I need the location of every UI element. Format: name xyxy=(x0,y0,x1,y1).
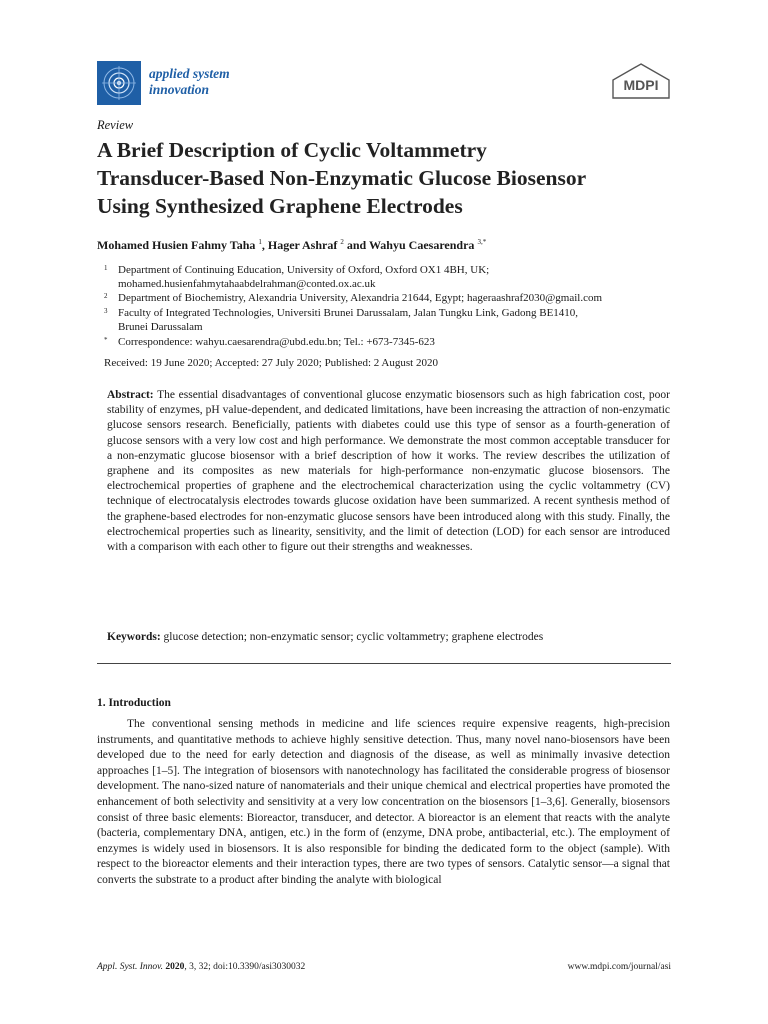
section-heading: 1. Introduction xyxy=(97,697,171,709)
abstract-label: Abstract: xyxy=(107,389,154,401)
mdpi-logo-icon xyxy=(611,63,671,99)
footer-url-link[interactable]: www.mdpi.com/journal/asi xyxy=(567,962,671,972)
footer-year: 2020 xyxy=(165,962,185,972)
affiliation-number: 3 xyxy=(104,307,108,315)
mdpi-logo-text: MDPI xyxy=(623,77,659,93)
keywords xyxy=(107,631,543,643)
article-title xyxy=(97,136,697,220)
affiliation-text: Department of Biochemistry, Alexandria University, Alexandria 21644, Egypt; hageraashraf2030@gmail.com xyxy=(118,292,603,304)
author-affiliation-mark: 1 xyxy=(258,238,262,246)
journal-name xyxy=(149,66,289,98)
author-list xyxy=(97,238,486,253)
title-line-3: Using Synthesized Graphene Electrodes xyxy=(97,194,463,218)
keywords-text: glucose detection; non-enzymatic sensor; cyclic voltammetry; graphene electrodes xyxy=(163,631,544,643)
article-type: Review xyxy=(97,118,134,132)
correspondence-text: Correspondence: wahyu.caesarendra@ubd.edu.bn; Tel.: +673-7345-623 xyxy=(118,336,435,348)
publication-dates: Received: 19 June 2020; Accepted: 27 July 2020; Published: 2 August 2020 xyxy=(104,357,438,369)
author-name: Mohamed Husien Fahmy Taha xyxy=(97,238,256,252)
affiliation-number: * xyxy=(104,336,108,344)
author-separator: and xyxy=(343,238,369,252)
section-divider xyxy=(97,663,671,664)
affiliation-text: Department of Continuing Education, University of Oxford, Oxford OX1 4BH, UK; xyxy=(118,264,490,276)
affiliation-number: 2 xyxy=(104,292,108,300)
keywords-label: Keywords: xyxy=(107,631,161,643)
affiliation-text: Faculty of Integrated Technologies, Universiti Brunei Darussalam, Jalan Tungku Link, Gadong BE1410, xyxy=(118,307,579,319)
footer-citation xyxy=(97,962,305,972)
journal-name-line-2: innovation xyxy=(149,82,210,97)
abstract-text: The essential disadvantages of conventional glucose enzymatic biosensors such as high fabrication cost, poor stability of enzymes, pH value-dependent, and dedicated limitations, have been increasing the attraction of non-enzymatic glucose sensors research. Beneficially, patients with diabetes could use this type of sensor as a fourth-generation of glucose sensors with a very low cost and high performance. We demonstrate the most common acceptable transducer for a non-enzymatic glucose biosensor with a brief description of how it works. The review describes the utilization of graphene and its composites as new materials for high-performance non-enzymatic glucose biosensors. The electrochemical properties of graphene and the electrochemical characterization using the cyclic voltammetry (CV) technique of electrocatalysis electrodes towards glucose oxidation have been summarized. A recent synthesis method of the graphene-based electrodes for non-enzymatic glucose sensors have been introduced along with this study. Finally, the electrochemical properties such as linearity, sensitivity, and the limit of detection (LOD) for each sensor are introduced with a comparison with each other to figure out their strengths and weaknesses. xyxy=(107,389,671,554)
affiliation-email-link[interactable]: mohamed.husienfahmytahaabdelrahman@conted.ox.ac.uk xyxy=(118,278,376,290)
footer-volume-doi: , 3, 32; doi:10.3390/asi3030032 xyxy=(184,962,306,972)
introduction-paragraph: The conventional sensing methods in medicine and life sciences require expensive reagents, high-precision instruments, and quantitative methods to achieve highly sensitive detection. Thus, many novel nano-biosensors have been developed due to the need for early detection and diagnosis of the disease, as well as minimally invasive detection approaches [1–5]. The integration of biosensors with nanotechnology has facilitated the considerable progress of biosensor development. The nano-sized nature of nanomaterials and their unique chemical and electrical properties have promoted the enhancement of both selectivity and sensitivity at a very low concentration on the biosensors [1–3,6]. Generally, biosensors consist of three basic elements: Bioreactor, transducer, and detector. A bioreactor is an element that reacts with the analyte (bacteria, complementary DNA, antigen, etc.) in the form of (enzyme, DNA probe, antibacterial, etc.). The employment of enzymes is widely used in biosensors. It is also responsible for binding the dedicated form to the object (sample). With respect to the bioreactor elements and their interaction types, there are two types of sensors. Catalytic sensor—a signal that converts the substrate to a product after binding the analyte with biological xyxy=(97,718,670,886)
footer-journal-abbrev: Appl. Syst. Innov. xyxy=(97,962,164,972)
author-affiliation-mark: 2 xyxy=(340,238,344,246)
journal-name-line-1: applied system xyxy=(149,66,230,81)
author-separator: , xyxy=(261,238,268,252)
author-name: Wahyu Caesarendra xyxy=(368,238,475,252)
title-line-2: Transducer-Based Non-Enzymatic Glucose Biosensor xyxy=(97,166,587,190)
author-name: Hager Ashraf xyxy=(267,238,338,252)
affiliation-text: Brunei Darussalam xyxy=(118,321,203,333)
journal-logo-icon xyxy=(97,61,141,105)
author-affiliation-mark: 3,* xyxy=(477,238,487,246)
abstract xyxy=(107,388,670,555)
title-line-1: A Brief Description of Cyclic Voltammetry xyxy=(97,138,487,162)
affiliation-number: 1 xyxy=(104,264,108,272)
